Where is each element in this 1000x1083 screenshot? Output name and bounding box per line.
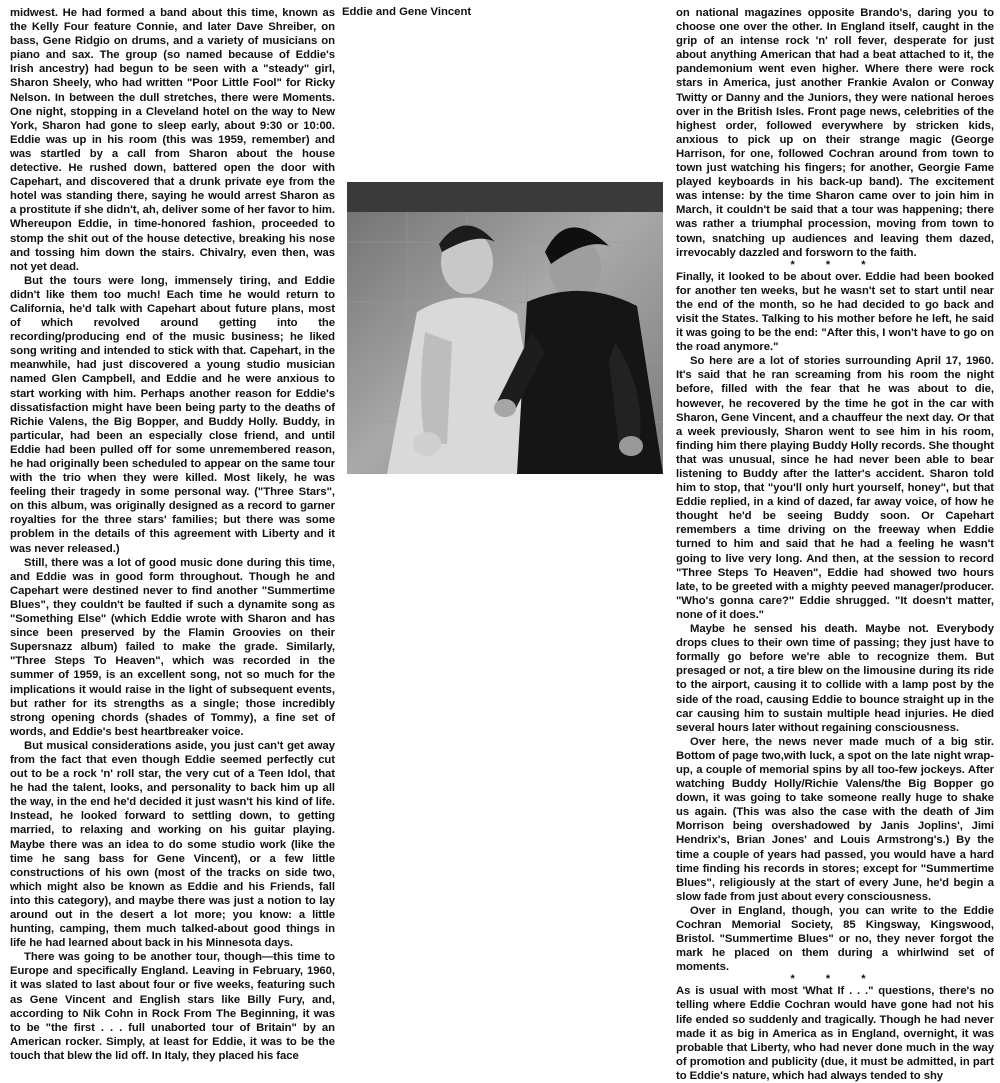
article-column-right xyxy=(676,6,994,1083)
paragraph: midwest. He had formed a band about this time, known as the Kelly Four feature Connie, and later Dave Shreiber, on bass, Gene Ridgio on drums, and a variety of musicians on piano and sax. The group (so named because of Eddie's Irish ancestry) had begun to be seen with a "steady" girl, Sharon Sheely, who had written "Poor Little Fool" for Ricky Nelson. In between the dull stretches, there were Moments. One night, stopping in a Cleveland hotel on the way to New York, Sharon had gone to sleep early, about 9:30 or 10:00. Eddie was up in his room (this was 1959, remember) and was startled by a call from Sharon about the house detective. He rushed down, battered open the door with Capehart, and discovered that a drunk private eye from the hotel was standing there, saying he would arrest Sharon as a prostitute if she didn't, ah, deliver some of her favor to him. Whereupon Eddie, in time-honored fashion, proceeded to stomp the shit out of the house detective, breaking his nose and tossing him down the stairs. Chivalry, even then, was not yet dead. xyxy=(10,7,335,273)
paragraph: Over here, the news never made much of a big stir. Bottom of page two,with luck, a spot on the late night wrap-up, a couple of memorial spins by all too-few jockeys. After watching Buddy Holly/Richie Valens/the Big Bopper go down, it was going to take someone really huge to shake us again. (This was also the case with the death of Jim Morrison being overshadowed by Janis Joplins', Jimi Hendrix's, Brian Jones' and Louis Armstrong's.) By the time a couple of years had passed, you would have a hard time finding his records in stores; except for "Summertime Blues", religiously at the start of every June, he'd begin a slow fade from just about every consciousness. xyxy=(676,735,994,903)
photo-caption: Eddie and Gene Vincent xyxy=(342,6,472,18)
paragraph: But musical considerations aside, you just can't get away from the fact that even though Eddie seemed perfectly cut out to be a rock 'n' roll star, the very cut of a Teen Idol, that he had the talent, looks, and personality to back him up all the way, in the end he'd decided it just wasn't his kind of life. Instead, he looked forward to settling down, to getting married, to relaxing and working on his guitar playing. Maybe there was an idea to do some studio work (like the time he sang bass for Gene Vincent), or a few little constructions of his own (most of the tracks on side two, which might also be known as Eddie and his Friends, fall into this category), and maybe there was just a notion to lay around out in the desert a lot more; you know: a little hunting, camping, them much talked-about good things in life he had learned about back in his Minnesota days. xyxy=(10,739,335,950)
paragraph: But the tours were long, immensely tiring, and Eddie didn't like them too much! Each time he would return to California, he'd talk with Capehart about future plans, most of which revolved around getting into the recording/producing end of the music business; he liked song writing and intended to stick with that. Capehart, in the meanwhile, had just discovered a young studio musician named Glen Campbell, and Eddie and he were anxious to start working with him. Perhaps another reason for Eddie's dissatisfaction might have been being party to the deaths of Richie Valens, the Big Bopper, and Buddy Holly. Buddy, in particular, had been an especially close friend, and until Eddie had been pulled off for some unremembered reason, he had originally been scheduled to appear on the same tour with the trio when they were killed. Most likely, he was feeling their tragedy in some personal way. ("Three Stars", on this album, was originally designed as a record to garner royalties for the three stars' families; but there was some problem in the details of this agreement with Liberty and it was never released.) xyxy=(10,274,335,555)
paragraph: Still, there was a lot of good music done during this time, and Eddie was in good form throughout. Though he and Capehart were destined never to find another "Summertime Blues", they couldn't be faulted if such a dynamite song as "Something Else" (which Eddie wrote with Sharon and has since been preserved by the Flamin Groovies on their Supersnazz album) failed to make the grade. Similarly, "Three Steps To Heaven", which was recorded in the summer of 1959, is an excellent song, not so much for the implications it would raise in the light of subsequent events, but rather for its strengths as a single; those incredibly strong opening chords (shades of Tommy), a fine set of words, and Eddie's best heartbreaker voice. xyxy=(10,556,335,738)
paragraph: Over in England, though, you can write to the Eddie Cochran Memorial Society, 85 Kingsway, Kingswood, Bristol. "Summertime Blues" or no, they never forgot the mark he placed on them during a whirlwind set of moments. xyxy=(676,904,994,974)
paragraph: As is usual with most 'What If . . ." questions, there's no telling where Eddie Cochran would have gone had not his life ended so suddenly and tragically. Though he had never made it as big in America as in England, overnight, it was probable that Liberty, who had never done much in the way of promotion and publicity (due, it must be admitted, in part to Eddie's nature, which had always tended to shy xyxy=(676,985,994,1082)
photograph-icon xyxy=(347,182,663,474)
paragraph: Maybe he sensed his death. Maybe not. Everybody drops clues to their own time of passing; they just have to formally go before we're able to recognize them. But presaged or not, a tire blew on the limousine during its ride to the airport, causing it to collide with a lamp post by the side of the road, causing Eddie to bounce straight up in the car causing him to sustain multiple head injuries. He died several hours later without regaining consciousness. xyxy=(676,623,994,734)
paragraph: on national magazines opposite Brando's, daring you to choose one over the other. In England itself, caught in the grip of an intense rock 'n' roll fever, desperate for just about anything American that had a beat attached to it, the pandemonium went even higher. Where there were rock stars in America, just another Frankie Avalon or Conway Twitty or Danny and the Juniors, they were national heroes over in the British Isles. Front page news, celebrities of the highest order, followed everywhere by stricken kids, anxious to pick up on their strange magic (George Harrison, for one, followed Cochran around from town to town just watching his fingers; for another, Georgie Fame played keyboards in his back-up band). The excitement was intense: by the time Sharon came over to join him in March, it couldn't be said that a tour was happening; there was rather a triumphal procession, moving from town to town, snatching up audiences and leaving them dazed, irrevocably dazzled and forsworn to the faith. xyxy=(676,7,994,259)
section-divider: * * * xyxy=(790,973,880,986)
photo-illustration xyxy=(347,182,663,474)
paragraph: There was going to be another tour, though—this time to Europe and specifically England. Leaving in February, 1960, it was slated to last about four or five weeks, featuring such as Gene Vincent and English stars like Billy Fury, and, according to Nik Cohn in Rock From The Beginning, it was to be "the first . . . full unaborted tour of Britain" by an American rocker. Simply, at least for Eddie, it was to be the touch that blew the lid off. In Italy, they placed his face xyxy=(10,951,335,1062)
paragraph: Finally, it looked to be about over. Eddie had been booked for another ten weeks, but he wasn't set to start until near the end of the month, so he had decided to go back and visit the States. Talking to his mother before he left, he said it was going to be the end: "After this, I won't have to go on the road anymore." xyxy=(676,270,994,354)
article-column-left xyxy=(10,6,335,1063)
section-divider: * * * xyxy=(790,258,880,271)
paragraph: So here are a lot of stories surrounding April 17, 1960. It's said that he ran screaming from his room the night before, filled with the fear that he was about to die, however, he recovered by the time he got in the car with Sharon, Gene Vincent, and a chauffeur the next day. Or that a week previously, Sharon went to see him in his room, finding him there playing Buddy Holly records. She thought that was unusual, since he had never been able to bear listening to Buddy after the latter's accident. Sharon told him to stop, that "you'll only hurt yourself, honey", but that Eddie replied, in a kind of dazed, far away voice, of how he thought he'd be seeing Buddy soon. Or Capehart remembers a time driving on the freeway when Eddie turned to him and said that he had a feeling he wasn't going to live very long. And then, at the session to record "Three Steps To Heaven", Eddie had showed two hours late, to be greeted with a mighty peeved manager/producer. "Who's gonna care?" Eddie shrugged. "It doesn't matter, none of it does." xyxy=(676,355,994,621)
